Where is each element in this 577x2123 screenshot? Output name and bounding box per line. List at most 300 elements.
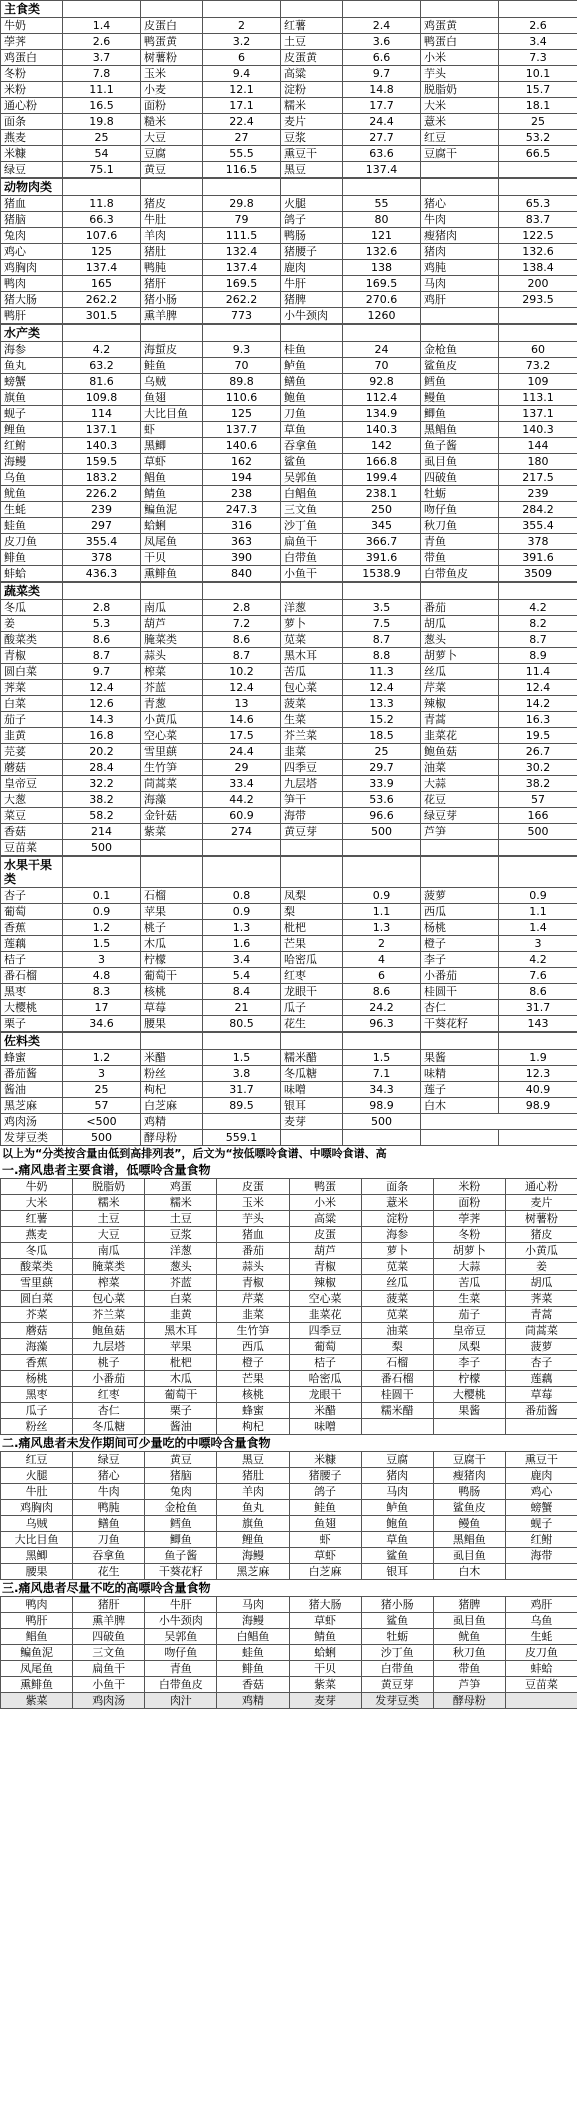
purine-value: 8.6 [63,632,141,648]
table-row [1,18,577,34]
food-name: 蛙鱼 [1,518,63,534]
food-cell: 牡蛎 [361,1629,433,1645]
food-cell: 猪心 [73,1468,145,1484]
food-name: 香蕉 [1,920,63,936]
purine-value: 53.2 [499,130,577,146]
food-cell: 糯米 [73,1195,145,1211]
purine-value: 8.7 [499,632,577,648]
food-cell: 蛤蜊 [289,1645,361,1661]
table-row [1,406,577,422]
purine-value: 500 [63,1130,141,1146]
food-cell: 鱼子酱 [145,1548,217,1564]
food-name: 茄子 [1,712,63,728]
purine-value: 33.9 [343,776,421,792]
purine-value: 10.1 [499,66,577,82]
food-cell: 螃蟹 [505,1500,577,1516]
purine-value: 1.5 [203,1050,281,1066]
empty-cell [343,857,421,888]
food-cell: 鸡肝 [505,1597,577,1613]
purine-value [343,840,421,856]
empty-cell [141,325,203,342]
empty-cell [203,1,281,18]
purine-value: 1.4 [63,18,141,34]
food-cell: 脱脂奶 [73,1179,145,1195]
empty-cell [499,857,577,888]
purine-value: 0.8 [203,888,281,904]
food-name: 海参 [1,342,63,358]
table-row [1,1484,577,1500]
food-name: 味精 [421,1066,499,1082]
food-name: 旗鱼 [1,390,63,406]
purine-value: 12.3 [499,1066,577,1082]
purine-value: 54 [63,146,141,162]
food-name: 淀粉 [281,82,343,98]
food-name: 通心粉 [1,98,63,114]
food-cell: 草虾 [289,1613,361,1629]
purine-value: 8.6 [203,632,281,648]
food-name: 秋刀鱼 [421,518,499,534]
food-cell: 蛙鱼 [217,1645,289,1661]
food-name: 鸡蛋白 [1,50,63,66]
purine-value: 26.7 [499,744,577,760]
food-cell: 瓜子 [1,1403,73,1419]
purine-value: 125 [63,244,141,260]
food-cell: 虾 [289,1532,361,1548]
food-name: 干葵花籽 [421,1016,499,1032]
food-cell: 虱目鱼 [433,1613,505,1629]
food-name: 杏仁 [421,1000,499,1016]
purine-value: 4.2 [499,600,577,616]
table-row [1,534,577,550]
section-title: 三.痛风患者尽量不吃的高嘌呤含量食物 [2,1581,211,1595]
food-cell: 米醋 [289,1403,361,1419]
food-cell: 猪腰子 [289,1468,361,1484]
table-row [1,1629,577,1645]
food-cell: 薏米 [361,1195,433,1211]
empty-cell [141,1033,203,1050]
food-name: 薏米 [421,114,499,130]
purine-value: 159.5 [63,454,141,470]
food-name: 牛肝 [281,276,343,292]
food-cell: 牛肚 [1,1484,73,1500]
purine-value: 121 [343,228,421,244]
food-cell: 猪大肠 [289,1597,361,1613]
food-name: 桔子 [1,952,63,968]
food-cell: 凤尾鱼 [1,1661,73,1677]
food-name: 荠菜 [1,680,63,696]
purine-value: 200 [499,276,577,292]
food-name: 葡萄 [1,904,63,920]
empty-cell [63,325,141,342]
table-row [1,212,577,228]
purine-value: 1.2 [63,1050,141,1066]
food-cell: 鸡精 [217,1693,289,1709]
purine-value: 9.4 [203,66,281,82]
empty-cell [421,583,499,600]
purine-value: 194 [203,470,281,486]
food-cell: 番茄 [217,1243,289,1259]
purine-value: 21 [203,1000,281,1016]
purine-value: 137.4 [343,162,421,178]
food-name: 豆浆 [281,130,343,146]
food-name: 鱼子酱 [421,438,499,454]
purine-value: 18.5 [343,728,421,744]
food-cell: 紫菜 [289,1677,361,1693]
purine-value: 70 [203,358,281,374]
food-name: 猪大肠 [1,292,63,308]
table-row [1,1677,577,1693]
food-cell: 黑豆 [217,1452,289,1468]
food-name: 空心菜 [141,728,203,744]
food-cell: 猪肉 [361,1468,433,1484]
purine-value: 166.8 [343,454,421,470]
food-cell: 辣椒 [289,1275,361,1291]
purine-value: 247.3 [203,502,281,518]
food-cell: 韭菜花 [289,1307,361,1323]
food-name: 龙眼干 [281,984,343,1000]
purine-value: 4 [343,952,421,968]
food-cell: 鳕鱼 [145,1516,217,1532]
purine-value: 27 [203,130,281,146]
food-cell: 米粉 [433,1179,505,1195]
food-cell: 冬瓜 [1,1243,73,1259]
food-cell: 芒果 [217,1371,289,1387]
food-cell: 鸡心 [505,1484,577,1500]
purine-value: 1260 [343,308,421,324]
food-name: 皮蛋黄 [281,50,343,66]
food-name: 牡蛎 [421,486,499,502]
food-cell: 红枣 [73,1387,145,1403]
empty-cell [499,1033,577,1050]
table-row [1,1661,577,1677]
food-name: 大米 [421,98,499,114]
purine-value: 81.6 [63,374,141,390]
food-name: 蘑菇 [1,760,63,776]
purine-value: 391.6 [499,550,577,566]
food-cell: 鸽子 [289,1484,361,1500]
food-name: 海带 [281,808,343,824]
purine-value: 137.1 [499,406,577,422]
food-cell: 西瓜 [217,1339,289,1355]
empty-cell [499,583,577,600]
food-name: 豆苗菜 [1,840,63,856]
food-cell: 草鱼 [361,1532,433,1548]
food-name: 番茄酱 [1,1066,63,1082]
food-cell: 枸杞 [217,1419,289,1435]
food-name: 鱼翅 [141,390,203,406]
purine-value: <500 [63,1114,141,1130]
purine-value: 8.7 [63,648,141,664]
purine-value: 19.5 [499,728,577,744]
table-row [1,1275,577,1291]
table-row [1,422,577,438]
table-row [1,1613,577,1629]
purine-value: 24.2 [343,1000,421,1016]
purine-value: 65.3 [499,196,577,212]
food-cell: 海藻 [1,1339,73,1355]
purine-value: 134.9 [343,406,421,422]
food-cell: 青椒 [289,1259,361,1275]
food-name: 鲱鱼 [1,550,63,566]
purine-value: 66.5 [499,146,577,162]
food-name: 海鳗 [1,454,63,470]
food-cell: 大比目鱼 [1,1532,73,1548]
food-cell: 猪皮 [505,1227,577,1243]
food-name: 辣椒 [421,696,499,712]
food-cell: 玉米 [217,1195,289,1211]
group-table [0,178,577,324]
food-cell: 土豆 [145,1211,217,1227]
food-cell: 红鲋 [505,1532,577,1548]
group-title: 水产类 [1,325,63,342]
food-cell: 猪脾 [433,1597,505,1613]
purine-value: 1.3 [203,920,281,936]
group-table [0,856,577,1032]
food-name: 番茄 [421,600,499,616]
table-row [1,1387,577,1403]
purine-value: 32.2 [63,776,141,792]
food-name: 熏鲱鱼 [141,566,203,582]
food-cell: 鸡肉汤 [73,1693,145,1709]
purine-value: 89.5 [203,1098,281,1114]
empty-cell [141,179,203,196]
purine-value: 38.2 [63,792,141,808]
food-cell: 鲨鱼 [361,1613,433,1629]
food-cell: 鲨鱼皮 [433,1500,505,1516]
food-cell: 银耳 [361,1564,433,1580]
food-name: 小鱼干 [281,566,343,582]
food-name: 黑芝麻 [1,1098,63,1114]
food-name: 桂鱼 [281,342,343,358]
food-cell: 虱目鱼 [433,1548,505,1564]
food-cell: 豆苗菜 [505,1677,577,1693]
food-name: 鹿肉 [281,260,343,276]
food-cell: 蘑菇 [1,1323,73,1339]
table-row [1,1000,577,1016]
food-cell: 姜 [505,1259,577,1275]
purine-value: 3.4 [203,952,281,968]
food-name: 桃子 [141,920,203,936]
purine-value: 165 [63,276,141,292]
food-cell: 香蕉 [1,1355,73,1371]
food-cell: 肉汁 [145,1693,217,1709]
purine-value: 12.1 [203,82,281,98]
food-name: 大樱桃 [1,1000,63,1016]
food-cell: 猪脑 [145,1468,217,1484]
food-cell: 鸭蛋 [289,1179,361,1195]
food-name: 乌鱼 [1,470,63,486]
food-cell: 葡萄 [289,1339,361,1355]
food-name: 树薯粉 [141,50,203,66]
food-name: 白木 [421,1098,499,1114]
food-name: 鲍鱼 [281,390,343,406]
table-row [1,374,577,390]
food-cell: 鲨鱼 [361,1548,433,1564]
food-name: 鳕鱼 [421,374,499,390]
purine-value: 63.2 [63,358,141,374]
food-cell: 梨 [361,1339,433,1355]
food-name: 味噌 [281,1082,343,1098]
purine-value: 226.2 [63,486,141,502]
purine-value: 132.6 [499,244,577,260]
food-name: 虾 [141,422,203,438]
purine-value: 132.4 [203,244,281,260]
food-name: 栗子 [1,1016,63,1032]
food-cell: 白带鱼 [361,1661,433,1677]
empty-cell [281,1033,343,1050]
purine-value: 391.6 [343,550,421,566]
table-row [1,292,577,308]
food-cell: 糯米醋 [361,1403,433,1419]
food-cell: 皮蛋 [289,1227,361,1243]
food-name: 海蜇皮 [141,342,203,358]
food-cell: 扁鱼干 [73,1661,145,1677]
food-name [421,308,499,324]
food-name: 苋菜 [281,632,343,648]
purine-value: 92.8 [343,374,421,390]
food-cell: 面条 [361,1179,433,1195]
food-cell: 鲑鱼 [289,1500,361,1516]
purine-value: 44.2 [203,792,281,808]
empty-cell [203,583,281,600]
food-name: 羊肉 [141,228,203,244]
purine-value: 96.3 [343,1016,421,1032]
table-row [1,146,577,162]
food-cell: 栗子 [145,1403,217,1419]
food-name: 鸡肫 [421,260,499,276]
food-name: 姜 [1,616,63,632]
food-name: 土豆 [281,34,343,50]
food-name: 白鲳鱼 [281,486,343,502]
food-name: 猪小肠 [141,292,203,308]
table-row [1,130,577,146]
table-row [1,1323,577,1339]
food-cell: 青鱼 [145,1661,217,1677]
purine-value [203,840,281,856]
food-cell: 小黄瓜 [505,1243,577,1259]
purine-value: 2.8 [63,600,141,616]
food-cell: 吞拿鱼 [73,1548,145,1564]
purine-value: 79 [203,212,281,228]
food-name: 荸荠 [1,34,63,50]
purine-value: 1.2 [63,920,141,936]
food-name: 熏豆干 [281,146,343,162]
group-title: 蔬菜类 [1,583,63,600]
food-cell: 鹿肉 [505,1468,577,1484]
table-row [1,808,577,824]
purine-value: 40.9 [499,1082,577,1098]
food-cell: 鸡胸肉 [1,1500,73,1516]
food-name: 鸭蛋黄 [141,34,203,50]
food-cell [505,1693,577,1709]
food-name: 韭菜花 [421,728,499,744]
purine-value: 8.8 [343,648,421,664]
table-row [1,308,577,324]
food-cell: 枇杷 [145,1355,217,1371]
food-name: 猪脾 [281,292,343,308]
purine-value: 28.4 [63,760,141,776]
food-name: 花豆 [421,792,499,808]
table-row [1,1693,577,1709]
food-name: 菜豆 [1,808,63,824]
purine-value: 12.6 [63,696,141,712]
food-name: 猪皮 [141,196,203,212]
food-cell: 果酱 [433,1403,505,1419]
table-row [1,712,577,728]
purine-value: 2.6 [63,34,141,50]
food-cell: 乌贼 [1,1516,73,1532]
food-name [421,1130,499,1146]
purine-value: 98.9 [499,1098,577,1114]
purine-value: 3.4 [499,34,577,50]
food-name [141,840,203,856]
food-name: 圆白菜 [1,664,63,680]
purine-value: 109.8 [63,390,141,406]
table-row [1,1339,577,1355]
purine-value: 7.6 [499,968,577,984]
purine-value: 13 [203,696,281,712]
purine-value: 0.9 [63,904,141,920]
food-cell: 花生 [73,1564,145,1580]
table-row [1,1066,577,1082]
food-name: 熏羊脾 [141,308,203,324]
food-cell: 熏羊脾 [73,1613,145,1629]
empty-cell [203,179,281,196]
food-name: 玉米 [141,66,203,82]
food-cell: 鲍鱼菇 [73,1323,145,1339]
group-title: 主食类 [1,1,63,18]
food-name: 鸡蛋黄 [421,18,499,34]
food-name: 火腿 [281,196,343,212]
purine-value: 63.6 [343,146,421,162]
empty-cell [203,857,281,888]
table-row [1,1114,577,1130]
food-cell: 九层塔 [73,1339,145,1355]
food-name: 虱目鱼 [421,454,499,470]
food-name: 皇帝豆 [1,776,63,792]
table-row [1,952,577,968]
food-name: 扁鱼干 [281,534,343,550]
purine-value: 16.8 [63,728,141,744]
food-cell: 马肉 [217,1597,289,1613]
purine-value: 58.2 [63,808,141,824]
table-row [1,244,577,260]
food-cell: 红薯 [1,1211,73,1227]
empty-cell [421,325,499,342]
table-row [1,840,577,856]
food-name: 芫荽 [1,744,63,760]
purine-value: 70 [343,358,421,374]
empty-cell [63,179,141,196]
food-cell: 发芽豆类 [361,1693,433,1709]
food-cell: 橙子 [217,1355,289,1371]
food-cell: 麦片 [505,1195,577,1211]
food-cell: 哈密瓜 [289,1371,361,1387]
purine-value: 19.8 [63,114,141,130]
food-name: 发芽豆类 [1,1130,63,1146]
food-cell: 树薯粉 [505,1211,577,1227]
food-name: 柠檬 [141,952,203,968]
empty-cell [343,1,421,18]
food-name: 鸭肉 [1,276,63,292]
food-cell: 白木 [433,1564,505,1580]
table-row [1,342,577,358]
food-name: 猪肝 [141,276,203,292]
food-name: 苦瓜 [281,664,343,680]
purine-value: 25 [63,130,141,146]
table-row [1,1564,577,1580]
food-cell: 鲳鱼 [1,1629,73,1645]
